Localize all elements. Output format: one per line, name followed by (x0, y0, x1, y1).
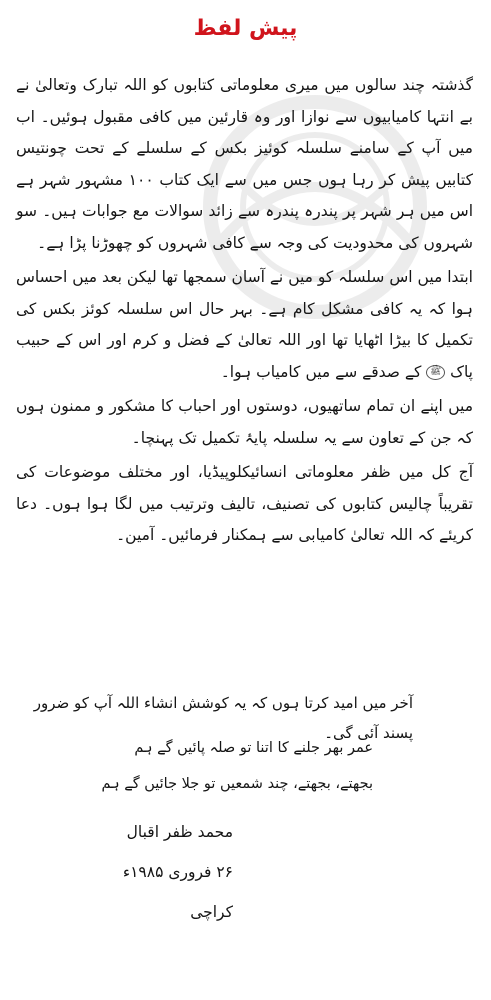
paragraph-current-work: آج کل میں ظفر معلوماتی انسائیکلوپیڈیا، اور مختلف موضوعات کی تقریباً چالیس کتابوں کی تصنیف، تالیف وترتیب میں لگا ہوا ہوں۔ دعا کریئے کہ اللہ تعالیٰ کامیابی سے ہمکنار فرمائیں۔ آمین۔ (16, 463, 473, 544)
signature-block (80, 812, 233, 932)
paragraph-series-text: ابتدا میں اس سلسلہ کو میں نے آسان سمجھا تھا لیکن بعد میں احساس ہوا کہ یہ کافی مشکل کام ہے۔ بہر حال اس سلسلہ کوئز بکس کی تکمیل کا بیڑا اٹھایا تھا اور اللہ تعالیٰ کے فضل و کرم اور اس کے حبیب پاک (16, 268, 473, 381)
paragraph-series (16, 262, 473, 388)
signature-place: کراچی (190, 903, 233, 921)
signature-date: ۲۶ فروری ۱۹۸۵ء (122, 863, 233, 881)
page-title: پیش لفظ (193, 16, 298, 41)
paragraph-thanks: میں اپنے ان تمام ساتھیوں، دوستوں اور احباب کا مشکور و ممنون ہوں کہ جن کے تعاون سے یہ سلسلہ پایۂ تکمیل تک پہنچا۔ (16, 397, 473, 447)
verse-line: بجھتے، بجھتے، چند شمعیں تو جلا جائیں گے ہم (101, 776, 373, 792)
closing-line: آخر میں امید کرتا ہوں کہ یہ کوشش انشاء اللہ آپ کو ضرور پسند آئی گی۔ (33, 694, 413, 742)
verse-line: عمر بھر جلنے کا اتنا تو صلہ پائیں گے ہم (134, 740, 373, 756)
author-name: محمد ظفر اقبال (126, 823, 233, 841)
paragraph-series-end: کے صدقے سے میں کامیاب ہوا۔ (220, 362, 422, 381)
salla-honorific-mark: ﷺ (426, 365, 445, 380)
paragraph-intro: گذشتہ چند سالوں میں میری معلوماتی کتابوں کو اللہ تبارک وتعالیٰ نے بے انتہا کامیابیوں سے نوازا اور وہ قارئین میں کافی مقبول ہوئیں۔ اب میں آپ کے سامنے سلسلہ کوئیز بکس کے سلسلے کے تحت چونتیس کتابیں پیش کر رہا ہوں جس میں سے ایک کتاب ۱۰۰ مشہور شہر ہے اس میں ہر شہر پر پندرہ پندرہ سے زائد سوالات مع جوابات ہیں۔ سو شہروں کی محدودیت کی وجہ سے کافی شہروں کو چھوڑنا پڑا ہے۔ (16, 76, 473, 252)
preface-body (16, 70, 473, 555)
verse-couplet (90, 730, 373, 802)
